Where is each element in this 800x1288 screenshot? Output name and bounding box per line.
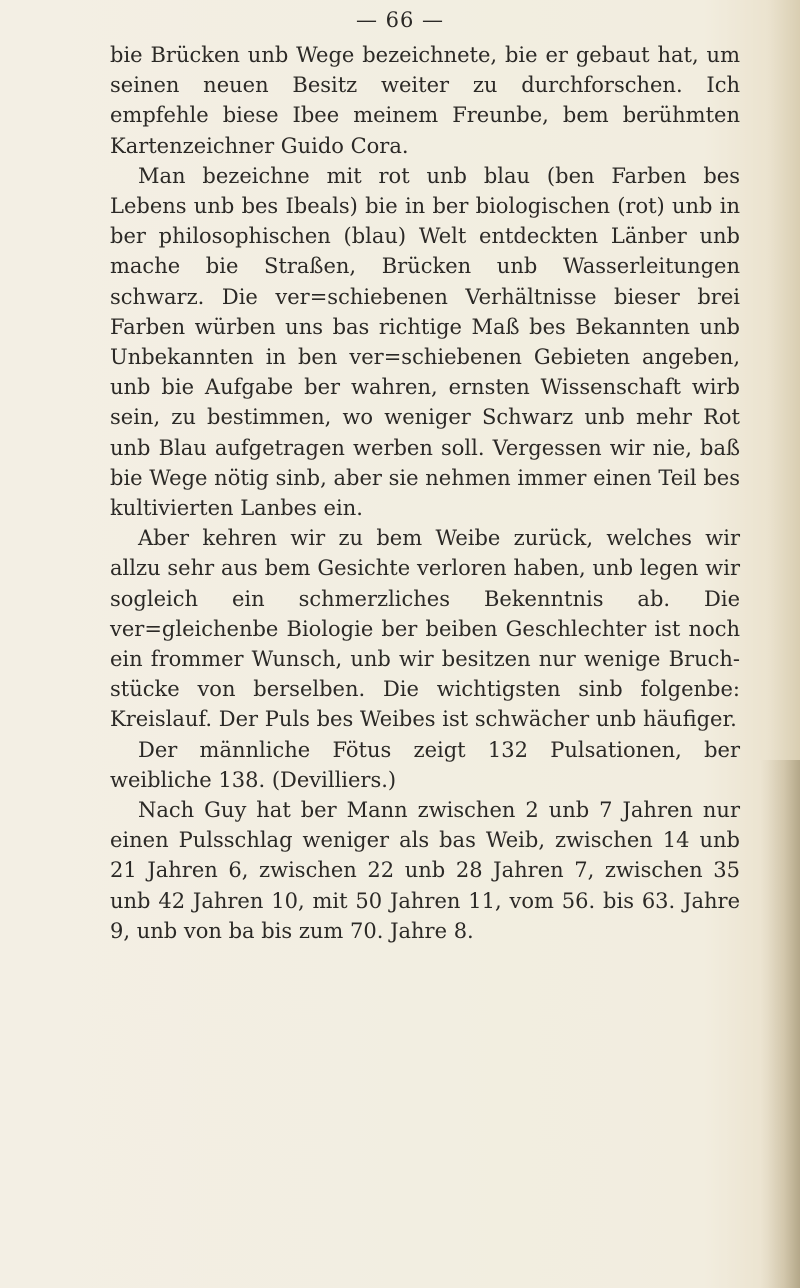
paragraph: Aber kehren wir zu bem Weibe zurück, welches wir allzu sehr aus bem Gesichte verloren haben, unb legen wir sogleich ein schmerzliches Bekenntnis ab. Die ver=gleichenbe Biologie ber beiben Geschlechter ist noch ein frommer Wunsch, unb wir besitzen nur wenige Bruch-stücke von berselben. Die wichtigsten sinb folgenbe: Kreislauf. Der Puls bes Weibes ist schwächer unb häufiger. — [110, 526, 740, 732]
paragraph: Nach Guy hat ber Mann zwischen 2 unb 7 Jahren nur einen Pulsschlag weniger als bas Weib, zwischen 14 unb 21 Jahren 6, zwischen 22 unb 28 Jahren 7, zwischen 35 unb 42 Jahren 10, mit 50 Jahren 11, vom 56. bis 63. Jahre 9, unb von ba bis zum 70. Jahre 8. — [110, 798, 740, 943]
paragraph: bie Brücken unb Wege bezeichnete, bie er gebaut hat, um seinen neuen Besitz weiter zu durchforschen. Ich empfehle biese Ibee meinem Freunbe, bem berühmten Kartenzeichner Guido Cora. — [110, 43, 740, 158]
paragraph: Man bezeichne mit rot unb blau (ben Farben bes Lebens unb bes Ibeals) bie in ber biologischen (rot) unb in ber philosophischen (blau) Welt entdeckten Länber unb mache bie Straßen, Brücken unb Wasserleitungen schwarz. Die ver=schiebenen Verhältnisse bieser brei Farben würben uns bas richtige Maß bes Bekannten unb Unbekannten in ben ver=schiebenen Gebieten angeben, unb bie Aufgabe ber wahren, ernsten Wissenschaft wirb sein, zu bestimmen, wo weniger Schwarz unb mehr Rot unb Blau aufgetragen werben soll. Vergessen wir nie, baß bie Wege nötig sinb, aber sie nehmen immer einen Teil bes kultivierten Lanbes ein. — [110, 163, 740, 521]
body-text — [110, 40, 740, 946]
page-number: — 66 — — [355, 8, 445, 32]
page-edge-shadow — [760, 760, 800, 1288]
paragraph: Der männliche Fötus zeigt 132 Pulsationen, ber weibliche 138. (Devilliers.) — [110, 737, 740, 792]
